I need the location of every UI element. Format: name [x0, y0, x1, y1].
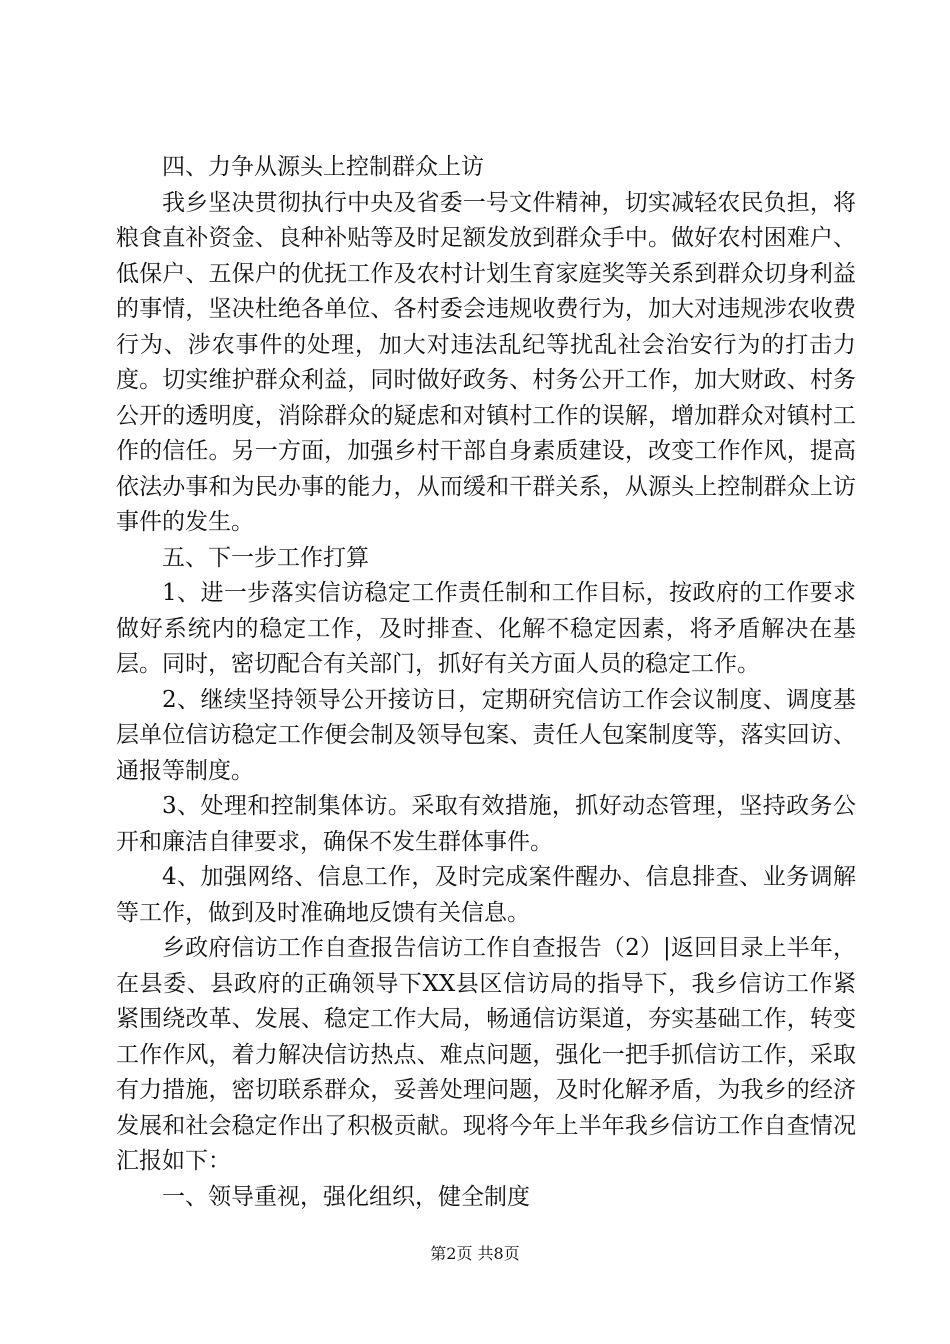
section-heading-5: 五、下一步工作打算: [162, 544, 369, 571]
document-body: [116, 150, 856, 1215]
list-item-2: 2、继续坚持领导公开接访日，定期研究信访工作会议制度、调度基层单位信访稳定工作便会制及领导包案、责任人包案制度等，落实回访、通报等制度。: [116, 686, 856, 784]
page-number-footer: 第2页 共8页: [430, 1244, 520, 1263]
section-heading-1: 一、领导重视，强化组织，健全制度: [162, 1183, 530, 1210]
paragraph: 乡政府信访工作自查报告信访工作自查报告（2）|返回目录上半年，在县委、县政府的正确领导下XX县区信访局的指导下，我乡信访工作紧紧围绕改革、发展、稳定工作大局，畅通信访渠道，夯实基础工作，转变工作作风，着力解决信访热点、难点问题，强化一把手抓信访工作，采取有力措施，密切联系群众，妥善处理问题，及时化解矛盾，为我乡的经济发展和社会稳定作出了积极贡献。现将今年上半年我乡信访工作自查情况汇报如下：: [116, 935, 856, 1174]
list-item-1: 1、进一步落实信访稳定工作责任制和工作目标，按政府的工作要求做好系统内的稳定工作，及时排查、化解不稳定因素，将矛盾解决在基层。同时，密切配合有关部门，抓好有关方面人员的稳定工作。: [116, 580, 856, 677]
list-item-3: 3、处理和控制集体访。采取有效措施，抓好动态管理，坚持政务公开和廉洁自律要求，确保不发生群体事件。: [116, 793, 856, 855]
list-item-4: 4、加强网络、信息工作，及时完成案件醒办、信息排查、业务调解等工作，做到及时准确地反馈有关信息。: [116, 864, 856, 926]
section-heading-4: 四、力争从源头上控制群众上访: [162, 154, 484, 180]
paragraph: 我乡坚决贯彻执行中央及省委一号文件精神，切实减轻农民负担，将粮食直补资金、良种补贴等及时足额发放到群众手中。做好农村困难户、低保户、五保户的优抚工作及农村计划生育家庭奖等关系到群众切身利益的事情，坚决杜绝各单位、各村委会违规收费行为，加大对违规涉农收费行为、涉农事件的处理，加大对违法乱纪等扰乱社会治安行为的打击力度。切实维护群众利益，同时做好政务、村务公开工作，加大财政、村务公开的透明度，消除群众的疑虑和对镇村工作的误解，增加群众对镇村工作的信任。另一方面，加强乡村干部自身素质建设，改变工作作风，提高依法办事和为民办事的能力，从而缓和干群关系，从源头上控制群众上访事件的发生。: [116, 189, 856, 535]
